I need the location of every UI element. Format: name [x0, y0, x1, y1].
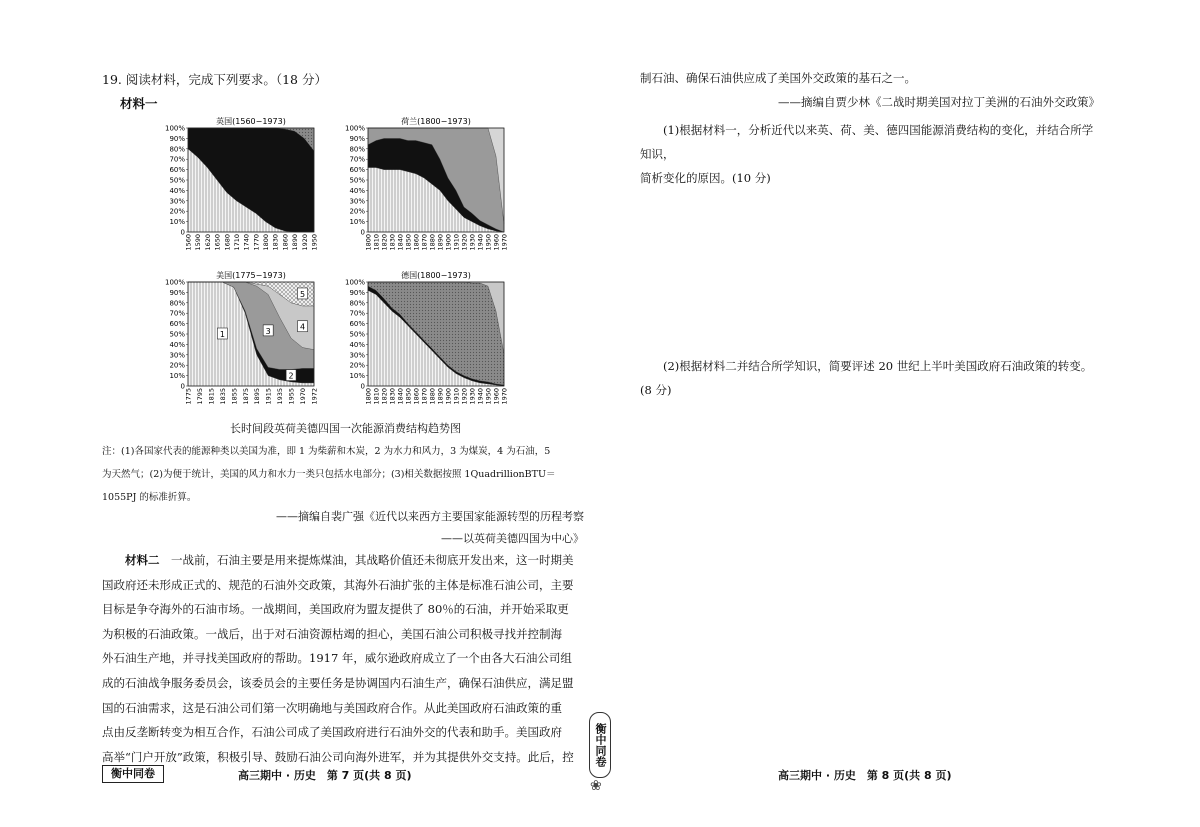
y-tick-label: 100% — [164, 278, 185, 287]
chart-germany — [340, 270, 510, 420]
x-tick-label: 1835 — [218, 388, 227, 405]
y-tick-label: 90% — [349, 288, 365, 297]
y-tick-label: 60% — [169, 166, 185, 175]
x-tick-label: 1770 — [252, 234, 261, 251]
y-tick-label: 90% — [169, 288, 185, 297]
series-label: 2 — [288, 371, 294, 381]
y-tick-label: 80% — [349, 299, 365, 308]
x-tick-label: 1920 — [300, 234, 309, 251]
y-tick-label: 80% — [169, 299, 185, 308]
material2-line: 目标是争夺海外的石油市场。一战期间，美国政府为盟友提供了 80％的石油，并开始采取更 — [102, 602, 569, 617]
x-tick-label: 1840 — [396, 234, 405, 251]
y-tick-label: 30% — [349, 351, 365, 360]
x-tick-label: 1880 — [428, 388, 437, 405]
swirl-ornament-icon: ❀ — [590, 778, 602, 794]
y-tick-label: 70% — [169, 309, 185, 318]
x-tick-label: 1940 — [476, 234, 485, 251]
chart-title: 荷兰(1800−1973) — [401, 117, 471, 126]
y-tick-label: 50% — [349, 176, 365, 185]
question-2 — [640, 354, 1100, 402]
x-tick-label: 1950 — [484, 388, 493, 405]
x-tick-label: 1710 — [232, 234, 241, 251]
x-tick-label: 1880 — [428, 234, 437, 251]
x-tick-label: 1850 — [404, 234, 413, 251]
y-tick-label: 100% — [344, 278, 365, 287]
x-tick-label: 1950 — [484, 234, 493, 251]
material2-line: 国的石油需求，这是石油公司们第一次明确地与美国政府合作。从此美国政府石油政策的重 — [102, 700, 562, 715]
y-tick-label: 20% — [169, 207, 185, 216]
y-tick-label: 0 — [180, 382, 185, 391]
y-tick-label: 50% — [169, 330, 185, 339]
series-label: 4 — [299, 322, 306, 332]
series-label: 1 — [219, 330, 225, 339]
x-tick-label: 1800 — [364, 388, 373, 405]
x-tick-label: 1830 — [271, 234, 280, 251]
x-tick-label: 1740 — [242, 234, 251, 251]
chart-title: 美国(1775−1973) — [216, 271, 286, 280]
material2-line: 高举“门户开放”政策，积极引导、鼓励石油公司向海外进军，并为其提供外交支持。此后，控 — [102, 749, 574, 764]
source2: ——摘编自贾少林《二战时期美国对拉丁美洲的石油外交政策》 — [778, 95, 1100, 109]
source1-line2: ——以英荷美德四国为中心》 — [441, 532, 584, 545]
x-tick-label: 1920 — [460, 388, 469, 405]
x-tick-label: 1590 — [194, 234, 203, 251]
material2-line: 成的石油战争服务委员会，该委员会的主要任务是协调国内石油生产，确保石油供应，满足盟 — [102, 675, 574, 690]
y-tick-label: 0 — [360, 228, 365, 237]
x-tick-label: 1840 — [396, 388, 405, 405]
y-tick-label: 30% — [349, 197, 365, 206]
y-tick-label: 60% — [349, 166, 365, 175]
x-tick-label: 1810 — [372, 234, 381, 251]
x-tick-label: 1900 — [444, 234, 453, 251]
y-tick-label: 20% — [349, 361, 365, 370]
y-tick-label: 10% — [349, 218, 365, 227]
y-tick-label: 40% — [349, 186, 365, 195]
x-tick-label: 1775 — [184, 388, 193, 405]
x-tick-label: 1860 — [412, 388, 421, 405]
x-tick-label: 1930 — [468, 234, 477, 251]
chart-note — [102, 440, 584, 509]
y-tick-label: 0 — [360, 382, 365, 391]
x-tick-label: 1875 — [241, 388, 250, 405]
x-tick-label: 1950 — [310, 234, 319, 251]
x-tick-label: 1680 — [223, 234, 232, 251]
y-tick-label: 20% — [349, 207, 365, 216]
material1-label: 材料一 — [120, 96, 158, 111]
x-tick-label: 1930 — [468, 388, 477, 405]
y-tick-label: 90% — [169, 134, 185, 143]
x-tick-label: 1895 — [253, 388, 262, 405]
x-tick-label: 1960 — [492, 388, 501, 405]
footer-page-7: 高三期中 · 历史 第 7 页(共 8 页) — [238, 769, 412, 782]
x-tick-label: 1820 — [380, 388, 389, 405]
material2-text — [102, 548, 584, 769]
y-tick-label: 40% — [349, 340, 365, 349]
note-line: 注：(1)各国家代表的能源种类以美国为准，即 1 为柴薪和木炭，2 为水力和风力，3 为煤炭，4 为石油，5 — [102, 446, 551, 457]
x-tick-label: 1940 — [476, 388, 485, 405]
y-tick-label: 0 — [180, 228, 185, 237]
chart-title: 德国(1800−1973) — [401, 271, 471, 280]
q1-line: 简析变化的原因。(10 分) — [640, 171, 771, 185]
y-tick-label: 20% — [169, 361, 185, 370]
x-tick-label: 1560 — [184, 234, 193, 251]
series-label: 3 — [265, 326, 271, 336]
material2-line: 国政府还未形成正式的、规范的石油外交政策，其海外石油扩张的主体是标准石油公司，主要 — [102, 577, 574, 592]
material2-line: 点由反垄断转变为相互合作，石油公司成了美国政府进行石油外交的代表和助手。美国政府 — [102, 725, 562, 740]
x-tick-label: 1870 — [420, 388, 429, 405]
x-tick-label: 1970 — [500, 388, 509, 405]
x-tick-label: 1920 — [460, 234, 469, 251]
x-tick-label: 1860 — [281, 234, 290, 251]
y-tick-label: 70% — [349, 309, 365, 318]
footer-brand-box: 衡中同卷 — [102, 765, 164, 783]
q2-line: (8 分) — [640, 383, 672, 397]
chart-title: 英国(1560−1973) — [216, 117, 286, 126]
q1-line: (1)根据材料一，分析近代以来英、荷、美、德四国能源消费结构的变化，并结合所学知识， — [640, 123, 1094, 161]
y-tick-label: 50% — [349, 330, 365, 339]
footer-page-8: 高三期中 · 历史 第 8 页(共 8 页) — [778, 769, 952, 782]
x-tick-label: 1890 — [291, 234, 300, 251]
question-header: 19. 阅读材料，完成下列要求。（18 分） — [102, 72, 327, 87]
x-tick-label: 1972 — [310, 388, 319, 405]
y-tick-label: 30% — [169, 197, 185, 206]
x-tick-label: 1910 — [452, 388, 461, 405]
y-tick-label: 10% — [169, 218, 185, 227]
x-tick-label: 1955 — [287, 388, 296, 405]
y-tick-label: 100% — [164, 124, 185, 133]
x-tick-label: 1970 — [500, 234, 509, 251]
y-tick-label: 90% — [349, 134, 365, 143]
x-tick-label: 1650 — [213, 234, 222, 251]
x-tick-label: 1915 — [264, 388, 273, 405]
y-tick-label: 80% — [349, 145, 365, 154]
y-tick-label: 10% — [169, 372, 185, 381]
source1-line1: ——摘编自裴广强《近代以来西方主要国家能源转型的历程考察 — [276, 510, 584, 523]
x-tick-label: 1890 — [436, 388, 445, 405]
y-tick-label: 30% — [169, 351, 185, 360]
note-line: 1055PJ 的标准折算。 — [102, 492, 197, 503]
y-tick-label: 40% — [169, 186, 185, 195]
x-tick-label: 1830 — [388, 388, 397, 405]
x-tick-label: 1795 — [195, 388, 204, 405]
x-tick-label: 1830 — [388, 234, 397, 251]
y-tick-label: 10% — [349, 372, 365, 381]
material2-line: 一战前，石油主要是用来提炼煤油，其战略价值还未彻底开发出来，这一时期美 — [171, 553, 574, 567]
x-tick-label: 1620 — [203, 234, 212, 251]
x-tick-label: 1870 — [420, 234, 429, 251]
y-tick-label: 70% — [169, 155, 185, 164]
q2-line: (2)根据材料二并结合所学知识，简要评述 20 世纪上半叶美国政府石油政策的转变。 — [663, 359, 1093, 373]
x-tick-label: 1970 — [299, 388, 308, 405]
x-tick-label: 1800 — [262, 234, 271, 251]
x-tick-label: 1860 — [412, 234, 421, 251]
y-tick-label: 80% — [169, 145, 185, 154]
x-tick-label: 1900 — [444, 388, 453, 405]
material2-line: 为积极的石油政策。一战后，出于对石油资源枯竭的担心，美国石油公司积极寻找并控制海 — [102, 626, 562, 641]
material2-line: 外石油生产地，并寻找美国政府的帮助。1917 年，威尔逊政府成立了一个由各大石油公司组 — [102, 651, 572, 666]
y-tick-label: 70% — [349, 155, 365, 164]
x-tick-label: 1910 — [452, 234, 461, 251]
y-tick-label: 40% — [169, 340, 185, 349]
x-tick-label: 1820 — [380, 234, 389, 251]
center-stamp: 衡中同卷 — [589, 712, 611, 778]
x-tick-label: 1935 — [276, 388, 285, 405]
y-tick-label: 100% — [344, 124, 365, 133]
x-tick-label: 1855 — [230, 388, 239, 405]
x-tick-label: 1800 — [364, 234, 373, 251]
x-tick-label: 1890 — [436, 234, 445, 251]
chart-netherlands — [340, 116, 510, 266]
charts-caption: 长时间段英荷美德四国一次能源消费结构趋势图 — [230, 422, 461, 435]
x-tick-label: 1960 — [492, 234, 501, 251]
y-tick-label: 60% — [349, 320, 365, 329]
y-tick-label: 60% — [169, 320, 185, 329]
y-tick-label: 50% — [169, 176, 185, 185]
note-line: 为天然气；(2)为便于统计，美国的风力和水力一类只包括水电部分；(3)相关数据按照 1QuadrillionBTU＝ — [102, 469, 556, 480]
x-tick-label: 1850 — [404, 388, 413, 405]
chart-uk — [160, 116, 320, 266]
x-tick-label: 1815 — [207, 388, 216, 405]
series-label: 5 — [299, 289, 306, 299]
material2-continuation: 制石油、确保石油供应成了美国外交政策的基石之一。 — [640, 71, 916, 85]
x-tick-label: 1810 — [372, 388, 381, 405]
material2-label: 材料二 — [125, 553, 160, 567]
question-1 — [640, 118, 1100, 190]
chart-usa — [160, 270, 320, 420]
